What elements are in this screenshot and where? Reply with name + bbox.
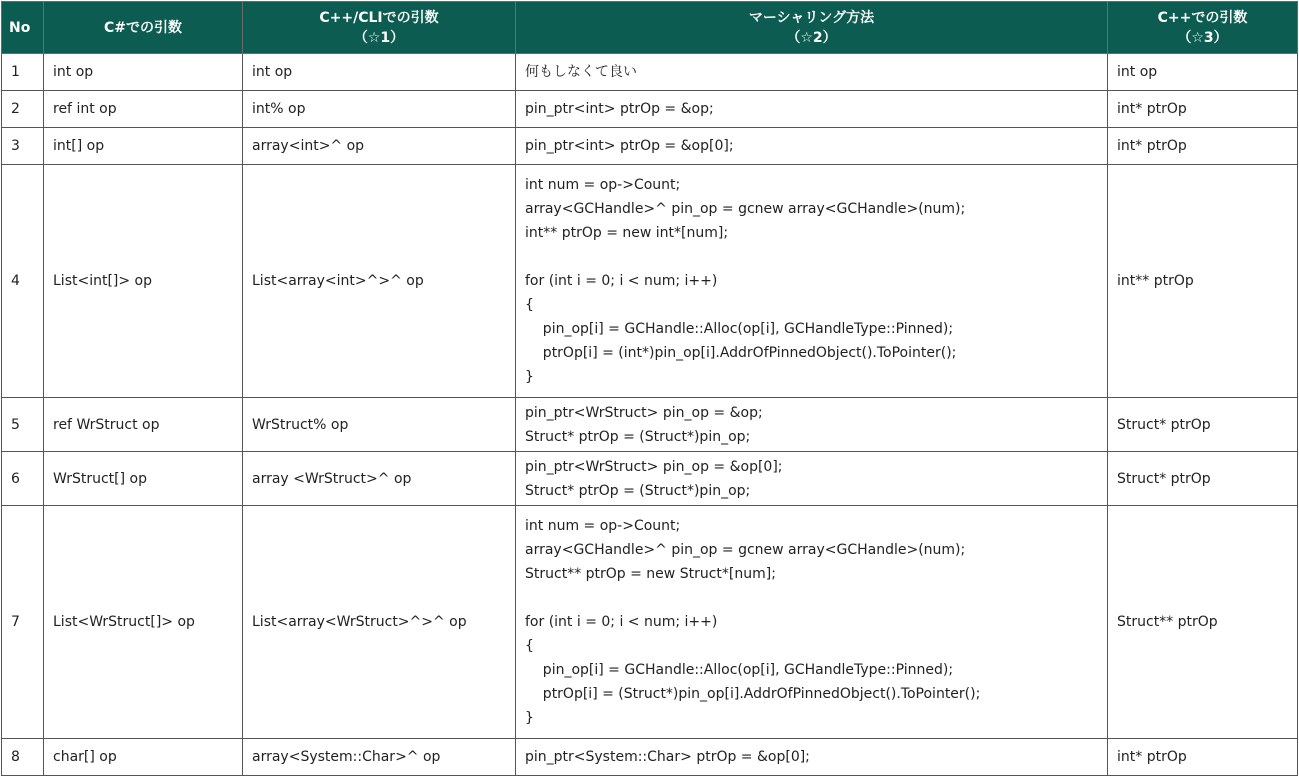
code-line: ptrOp[i] = (int*)pin_op[i].AddrOfPinnedObject().ToPointer(); bbox=[525, 345, 957, 361]
cli-arg-cell: int% op bbox=[243, 91, 516, 128]
cli-arg-cell: array <WrStruct>^ op bbox=[243, 452, 516, 506]
table-header bbox=[2, 2, 1298, 54]
row-number-cell: 4 bbox=[2, 165, 44, 398]
row-number-cell: 1 bbox=[2, 54, 44, 91]
row-number-cell: 5 bbox=[2, 398, 44, 452]
csharp-arg-cell: int[] op bbox=[44, 128, 243, 165]
cli-arg-cell: List<array<int>^>^ op bbox=[243, 165, 516, 398]
cpp-arg-cell: int op bbox=[1108, 54, 1298, 91]
table-row bbox=[2, 452, 1298, 506]
header-cpp-arg bbox=[1108, 2, 1298, 54]
csharp-arg-cell: ref WrStruct op bbox=[44, 398, 243, 452]
header-cli-arg bbox=[243, 2, 516, 54]
code-line bbox=[525, 586, 1098, 610]
table-body bbox=[2, 54, 1298, 776]
code-line: pin_op[i] = GCHandle::Alloc(op[i], GCHandleType::Pinned); bbox=[525, 662, 954, 678]
csharp-arg-cell: List<WrStruct[]> op bbox=[44, 506, 243, 739]
csharp-arg-cell: ref int op bbox=[44, 91, 243, 128]
code-line: Struct** ptrOp = new Struct*[num]; bbox=[525, 566, 776, 582]
marshaling-method-cell bbox=[516, 739, 1108, 776]
header-no bbox=[2, 2, 44, 54]
csharp-arg-cell: WrStruct[] op bbox=[44, 452, 243, 506]
code-line: array<GCHandle>^ pin_op = gcnew array<GCHandle>(num); bbox=[525, 201, 966, 217]
code-line: int** ptrOp = new int*[num]; bbox=[525, 225, 729, 241]
csharp-arg-cell: char[] op bbox=[44, 739, 243, 776]
code-line: Struct* ptrOp = (Struct*)pin_op; bbox=[525, 428, 751, 445]
cli-arg-cell: WrStruct% op bbox=[243, 398, 516, 452]
cpp-arg-cell: int* ptrOp bbox=[1108, 128, 1298, 165]
marshaling-method-cell bbox=[516, 398, 1108, 452]
code-line: pin_ptr<WrStruct> pin_op = &op[0]; bbox=[525, 458, 783, 475]
table-row bbox=[2, 506, 1298, 739]
header-csharp-arg bbox=[44, 2, 243, 54]
code-line: pin_ptr<System::Char> ptrOp = &op[0]; bbox=[525, 749, 810, 765]
row-number-cell: 3 bbox=[2, 128, 44, 165]
row-number-cell: 8 bbox=[2, 739, 44, 776]
row-number-cell: 6 bbox=[2, 452, 44, 506]
code-line: int num = op->Count; bbox=[525, 177, 681, 193]
table-row bbox=[2, 739, 1298, 776]
marshaling-method-cell bbox=[516, 128, 1108, 165]
cli-arg-cell: array<System::Char>^ op bbox=[243, 739, 516, 776]
header-cpp-note: （☆3） bbox=[1177, 29, 1228, 46]
code-line: Struct* ptrOp = (Struct*)pin_op; bbox=[525, 482, 751, 499]
cpp-arg-cell: Struct* ptrOp bbox=[1108, 452, 1298, 506]
row-number-cell: 2 bbox=[2, 91, 44, 128]
code-line: array<GCHandle>^ pin_op = gcnew array<GCHandle>(num); bbox=[525, 542, 966, 558]
code-line: 何もしなくて良い bbox=[525, 64, 637, 80]
marshaling-method-cell bbox=[516, 506, 1108, 739]
header-marshal-label: マーシャリング方法 bbox=[748, 9, 875, 26]
code-line: for (int i = 0; i < num; i++) bbox=[525, 614, 718, 630]
marshaling-method-cell bbox=[516, 91, 1108, 128]
code-line: } bbox=[525, 369, 534, 385]
header-csharp-label: C#での引数 bbox=[103, 19, 182, 36]
csharp-arg-cell: List<int[]> op bbox=[44, 165, 243, 398]
header-marshaling-method bbox=[516, 2, 1108, 54]
cli-arg-cell: List<array<WrStruct>^>^ op bbox=[243, 506, 516, 739]
code-line: pin_op[i] = GCHandle::Alloc(op[i], GCHandleType::Pinned); bbox=[525, 321, 954, 337]
code-line: pin_ptr<int> ptrOp = &op[0]; bbox=[525, 138, 734, 154]
code-line: } bbox=[525, 710, 534, 726]
marshaling-method-cell bbox=[516, 54, 1108, 91]
cpp-arg-cell: int** ptrOp bbox=[1108, 165, 1298, 398]
table-row bbox=[2, 54, 1298, 91]
cli-arg-cell: array<int>^ op bbox=[243, 128, 516, 165]
cpp-arg-cell: Struct** ptrOp bbox=[1108, 506, 1298, 739]
header-cli-label: C++/CLIでの引数 bbox=[319, 9, 439, 26]
code-line: pin_ptr<WrStruct> pin_op = &op; bbox=[525, 404, 763, 421]
table-row bbox=[2, 128, 1298, 165]
header-cli-note: （☆1） bbox=[353, 29, 405, 46]
code-line: { bbox=[525, 638, 534, 654]
cpp-arg-cell: Struct* ptrOp bbox=[1108, 398, 1298, 452]
cli-arg-cell: int op bbox=[243, 54, 516, 91]
marshaling-method-cell bbox=[516, 452, 1108, 506]
table-row bbox=[2, 398, 1298, 452]
code-line bbox=[525, 245, 1098, 269]
table-row bbox=[2, 165, 1298, 398]
header-cpp-label: C++での引数 bbox=[1157, 9, 1248, 26]
header-row bbox=[2, 2, 1298, 54]
marshaling-table bbox=[1, 1, 1298, 776]
table-row bbox=[2, 91, 1298, 128]
header-no-label: No bbox=[9, 19, 31, 36]
code-line: pin_ptr<int> ptrOp = &op; bbox=[525, 101, 714, 117]
code-line: for (int i = 0; i < num; i++) bbox=[525, 273, 718, 289]
code-line: { bbox=[525, 297, 534, 313]
row-number-cell: 7 bbox=[2, 506, 44, 739]
marshaling-method-cell bbox=[516, 165, 1108, 398]
cpp-arg-cell: int* ptrOp bbox=[1108, 91, 1298, 128]
cpp-arg-cell: int* ptrOp bbox=[1108, 739, 1298, 776]
code-line: int num = op->Count; bbox=[525, 518, 681, 534]
csharp-arg-cell: int op bbox=[44, 54, 243, 91]
code-line: ptrOp[i] = (Struct*)pin_op[i].AddrOfPinnedObject().ToPointer(); bbox=[525, 686, 981, 702]
header-marshal-note: （☆2） bbox=[786, 29, 837, 46]
